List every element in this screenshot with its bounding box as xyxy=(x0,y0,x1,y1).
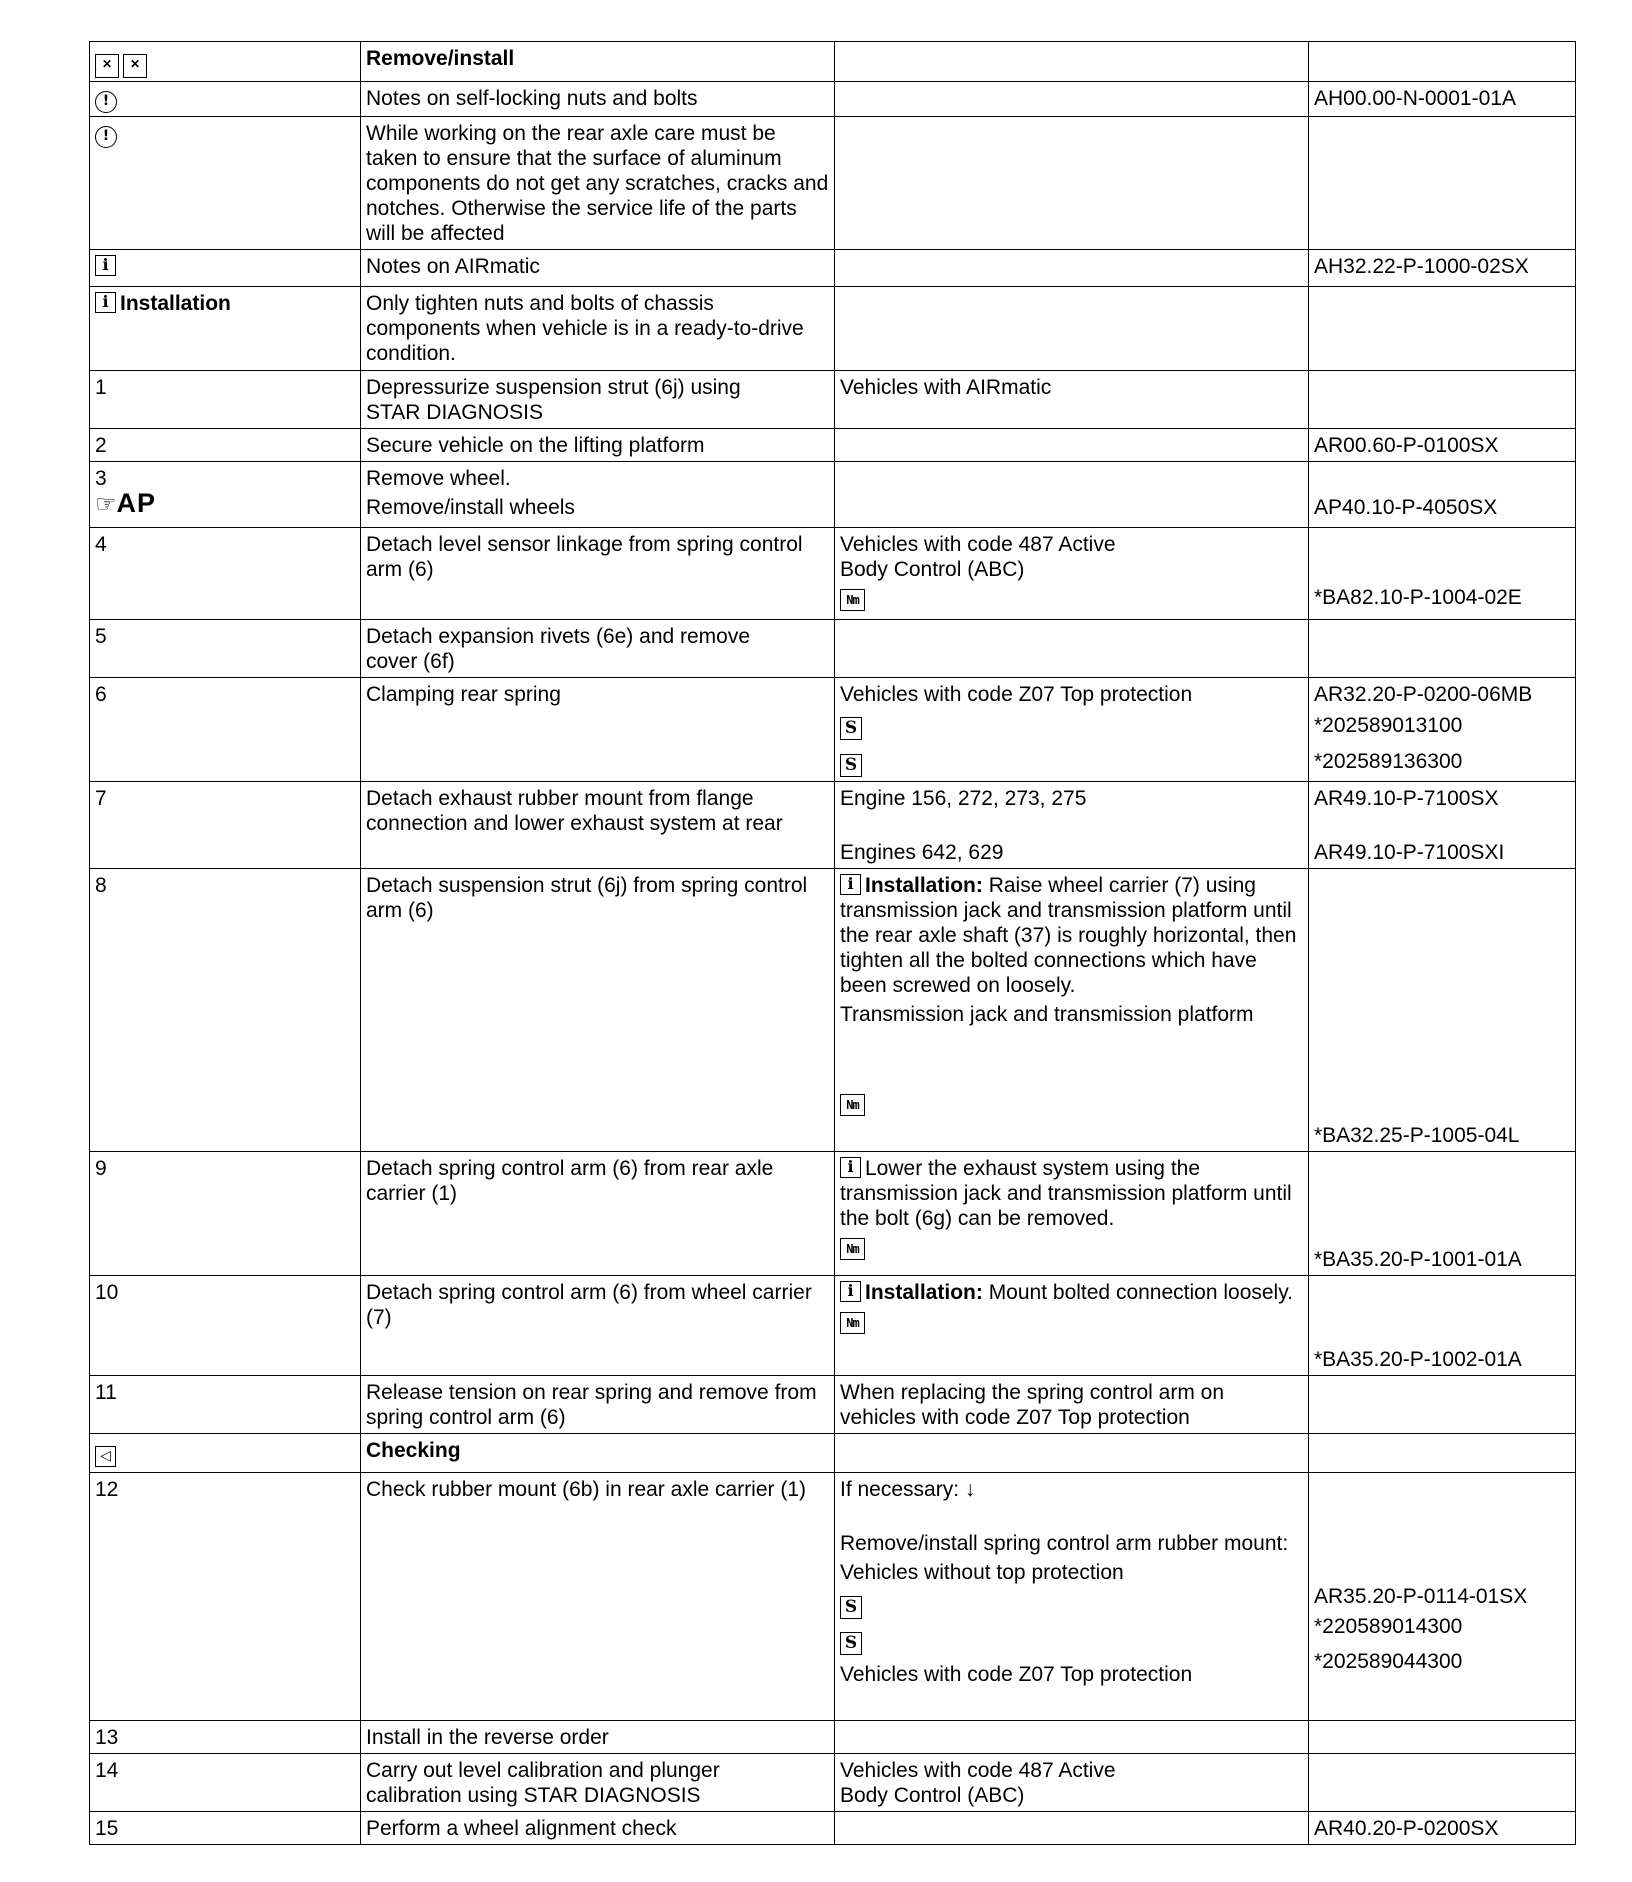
step-number: 15 xyxy=(90,1812,361,1845)
table-row xyxy=(90,462,1576,528)
step-number: 12 xyxy=(90,1473,361,1721)
condition-text: Engine 156, 272, 273, 275 xyxy=(840,787,1087,810)
step-text: Detach level sensor linkage from spring control arm (6) xyxy=(361,528,835,620)
step-text: Remove/install wheels xyxy=(366,496,575,519)
tool-number[interactable]: *202589044300 xyxy=(1314,1650,1463,1673)
condition-text: Vehicles with AIRmatic xyxy=(835,371,1309,429)
install-icon: ✕ xyxy=(123,54,147,78)
pointing-hand-icon: ☞ xyxy=(95,491,117,518)
step-text: Release tension on rear spring and remove from spring control arm (6) xyxy=(361,1376,835,1434)
step-text: Perform a wheel alignment check xyxy=(361,1812,835,1845)
table-row xyxy=(90,1473,1576,1721)
checking-icon: ◁ xyxy=(95,1446,116,1467)
note-text: Raise wheel carrier (7) using transmission jack and transmission platform until the rear axle shaft (37) is roughly horizontal, then tighten all the bolted connections which have been screwed on loosely. xyxy=(840,874,1297,997)
table-row xyxy=(90,1152,1576,1276)
step-number: 3 xyxy=(95,467,107,490)
table-row xyxy=(90,620,1576,678)
ap-label: AP xyxy=(116,488,157,518)
table-row xyxy=(90,42,1576,82)
condition-text: Body Control (ABC) xyxy=(840,1784,1025,1807)
info-icon xyxy=(840,1157,861,1178)
note-text: While working on the rear axle care must be taken to ensure that the surface of aluminum components do not get any scratches, cracks and notches. Otherwise the service life of the parts will be affected xyxy=(361,117,835,250)
tool-text: Transmission jack and transmission platform xyxy=(840,1003,1254,1026)
installation-label: Installation: xyxy=(865,1281,983,1304)
step-text: Secure vehicle on the lifting platform xyxy=(361,429,835,462)
reference-link[interactable]: AR35.20-P-0114-01SX xyxy=(1314,1585,1528,1608)
step-number: 13 xyxy=(90,1721,361,1754)
step-number: 1 xyxy=(90,371,361,429)
condition-text: Vehicles with code Z07 Top protection xyxy=(840,683,1193,706)
torque-icon[interactable]: Nm xyxy=(840,589,865,611)
step-number: 2 xyxy=(90,429,361,462)
condition-text: Vehicles with code 487 Active xyxy=(840,533,1116,556)
step-text: Clamping rear spring xyxy=(361,678,835,782)
step-text: Check rubber mount (6b) in rear axle carrier (1) xyxy=(361,1473,835,1721)
condition-text: Vehicles without top protection xyxy=(840,1561,1124,1584)
procedure-table xyxy=(89,41,1576,1845)
remove-icon: ✕ xyxy=(95,54,119,78)
tool-number[interactable]: *202589013100 xyxy=(1314,714,1463,737)
table-row xyxy=(90,1434,1576,1473)
table-row xyxy=(90,82,1576,117)
info-icon xyxy=(840,874,861,895)
reference-link[interactable]: AR49.10-P-7100SX xyxy=(1314,787,1499,810)
reference-link[interactable]: AH32.22-P-1000-02SX xyxy=(1309,250,1576,287)
special-tool-icon[interactable]: S xyxy=(840,1632,862,1655)
step-text: STAR DIAGNOSIS xyxy=(366,401,543,424)
table-row xyxy=(90,1812,1576,1845)
condition-text: Body Control (ABC) xyxy=(840,558,1025,581)
section-title: Checking xyxy=(361,1434,835,1473)
step-number: 8 xyxy=(90,869,361,1152)
table-row xyxy=(90,429,1576,462)
reference-link[interactable]: *BA35.20-P-1001-01A xyxy=(1314,1248,1522,1271)
note-text: Only tighten nuts and bolts of chassis components when vehicle is in a ready-to-drive condition. xyxy=(361,287,835,371)
warning-icon: ! xyxy=(95,126,117,148)
step-text: Remove wheel. xyxy=(366,467,511,490)
arrow-down-icon: ↓ xyxy=(964,1478,976,1501)
step-text: Depressurize suspension strut (6j) using xyxy=(366,376,741,399)
step-number: 9 xyxy=(90,1152,361,1276)
step-text: Carry out level calibration and plunger xyxy=(366,1759,720,1782)
reference-link[interactable]: AH00.00-N-0001-01A xyxy=(1309,82,1576,117)
step-text: Install in the reverse order xyxy=(361,1721,835,1754)
step-number: 14 xyxy=(90,1754,361,1812)
step-number: 4 xyxy=(90,528,361,620)
table-row xyxy=(90,1721,1576,1754)
reference-link[interactable]: *BA35.20-P-1002-01A xyxy=(1314,1348,1522,1371)
table-row xyxy=(90,1376,1576,1434)
step-text: Detach suspension strut (6j) from spring control arm (6) xyxy=(361,869,835,1152)
step-number: 10 xyxy=(90,1276,361,1376)
reference-link[interactable]: *BA82.10-P-1004-02E xyxy=(1314,586,1522,609)
special-tool-icon[interactable]: S xyxy=(840,754,862,777)
torque-icon[interactable]: Nm xyxy=(840,1238,865,1260)
note-text: Mount bolted connection loosely. xyxy=(988,1281,1293,1304)
reference-link[interactable]: *BA32.25-P-1005-04L xyxy=(1314,1124,1520,1147)
step-text: cover (6f) xyxy=(366,650,455,673)
step-text: calibration using STAR DIAGNOSIS xyxy=(366,1784,701,1807)
step-text: Detach spring control arm (6) from rear axle carrier (1) xyxy=(361,1152,835,1276)
table-row xyxy=(90,1276,1576,1376)
step-number: 5 xyxy=(90,620,361,678)
info-icon xyxy=(95,255,116,276)
reference-link[interactable]: AP40.10-P-4050SX xyxy=(1314,496,1498,519)
condition-text: Vehicles with code Z07 Top protection xyxy=(840,1663,1193,1686)
condition-text: When replacing the spring control arm on vehicles with code Z07 Top protection xyxy=(835,1376,1309,1434)
table-row xyxy=(90,117,1576,250)
step-text: Detach expansion rivets (6e) and remove xyxy=(366,625,751,648)
step-text: Detach spring control arm (6) from wheel carrier (7) xyxy=(361,1276,835,1376)
condition-text: Engines 642, 629 xyxy=(840,841,1004,864)
table-row xyxy=(90,250,1576,287)
table-row xyxy=(90,1754,1576,1812)
torque-icon[interactable]: Nm xyxy=(840,1094,865,1116)
step-text: Detach exhaust rubber mount from flange connection and lower exhaust system at rear xyxy=(361,782,835,869)
note-text: Notes on self-locking nuts and bolts xyxy=(361,82,835,117)
table-row xyxy=(90,528,1576,620)
table-row xyxy=(90,782,1576,869)
info-icon xyxy=(95,292,116,313)
step-number: 6 xyxy=(90,678,361,782)
reference-link[interactable]: AR40.20-P-0200SX xyxy=(1309,1812,1576,1845)
tool-number[interactable]: *220589014300 xyxy=(1314,1615,1463,1638)
special-tool-icon[interactable]: S xyxy=(840,1596,862,1619)
table-row xyxy=(90,869,1576,1152)
reference-link[interactable]: AR32.20-P-0200-06MB xyxy=(1314,683,1533,706)
table-row xyxy=(90,678,1576,782)
step-number: 7 xyxy=(90,782,361,869)
reference-link[interactable]: AR00.60-P-0100SX xyxy=(1309,429,1576,462)
warning-icon: ! xyxy=(95,91,117,113)
step-number: 11 xyxy=(90,1376,361,1434)
note-text: Notes on AIRmatic xyxy=(361,250,835,287)
installation-label: Installation xyxy=(120,292,231,315)
condition-text: Vehicles with code 487 Active xyxy=(840,1759,1116,1782)
note-text: Lower the exhaust system using the transmission jack and transmission platform until the bolt (6g) can be removed. xyxy=(840,1157,1292,1230)
reference-link[interactable]: AR49.10-P-7100SXI xyxy=(1314,841,1505,864)
info-icon xyxy=(840,1281,861,1302)
table-row xyxy=(90,371,1576,429)
tool-number[interactable]: *202589136300 xyxy=(1314,750,1463,773)
condition-text: If necessary: xyxy=(840,1478,960,1501)
installation-label: Installation: xyxy=(865,874,983,897)
table-row xyxy=(90,287,1576,371)
special-tool-icon[interactable]: S xyxy=(840,717,862,740)
note-text: Remove/install spring control arm rubber mount: xyxy=(840,1532,1289,1555)
torque-icon[interactable]: Nm xyxy=(840,1312,865,1334)
section-title: Remove/install xyxy=(361,42,835,82)
